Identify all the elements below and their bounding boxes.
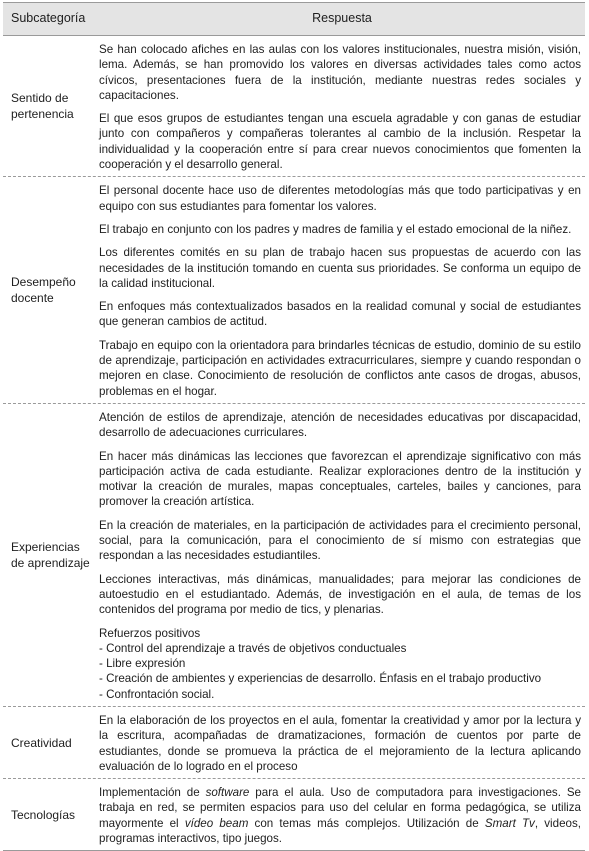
response-list-block <box>99 626 581 702</box>
category-label: Creatividad <box>11 735 72 750</box>
category-cell <box>3 404 91 706</box>
text-run: para el aula. Uso de computadora para investigaciones. Se trabaja en red, se permiten espacios para uso del celular en forma pedagógica, se utiliza mayormente el <box>99 786 581 830</box>
header-respuesta: Respuesta <box>312 11 372 25</box>
response-paragraph: Lecciones interactivas, más dinámicas, manualidades; para mejorar las condiciones de autoestudio en el estudiantado. Además, de investigación en el aula, de temas de los contenidos del programa por medio de tics, y plenarias. <box>99 572 581 617</box>
response-list <box>99 641 581 702</box>
list-item: - Confrontación social. <box>99 687 215 701</box>
italic-term: vídeo beam <box>184 816 249 830</box>
category-label: Tecnologías <box>11 807 76 822</box>
response-paragraph: El trabajo en conjunto con los padres y madres de familia y el estado emocional de la niñez. <box>99 222 572 236</box>
list-lead: Refuerzos positivos <box>99 626 201 640</box>
category-cell <box>3 707 91 778</box>
table-header <box>3 2 585 36</box>
response-paragraph: Trabajo en equipo con la orientadora para brindarles técnicas de estudio, dominio de su estilo de aprendizaje, participación en actividades extracurriculares, siempre y cuando respondan o mejoren en clase. Conocimiento de resolución de conflictos ante casos de drogas, abusos, problemas en el hogar. <box>99 338 581 398</box>
response-paragraph: En hacer más dinámicas las lecciones que favorezcan el aprendizaje significativo con más participación activa de cada estudiante. Realizar exploraciones dentro de la institución y motivar la creación de murales, mapas conceptuales, carteles, bailes y canciones, para promover la creación artística. <box>99 449 581 509</box>
table-row <box>3 779 585 851</box>
response-paragraph: Atención de estilos de aprendizaje, atención de necesidades educativas por discapacidad, desarrollo de adecuaciones curriculares. <box>99 410 581 440</box>
response-paragraph: En la creación de materiales, en la participación de actividades para el crecimiento personal, social, para la comunicación, para el conocimiento de sí mismo con estrategias que respondan a las necesidades estudiantiles. <box>99 518 581 563</box>
italic-term: software <box>205 786 250 800</box>
text-run: , videos, programas interactivos, tipo juegos. <box>99 816 581 846</box>
category-cell <box>3 779 91 850</box>
response-paragraph: El que esos grupos de estudiantes tengan una escuela agradable y con ganas de estudiar junto con compañeros y compañeras tolerantes al cambio de la inclusión. Respetar la individualidad y la cooperación entre sí para crear nuevos conocimientos que fomenten la cooperación y el desarrollo general. <box>99 112 581 172</box>
response-cell <box>91 404 585 706</box>
response-cell <box>91 707 585 778</box>
table-row <box>3 404 585 707</box>
list-item: - Control del aprendizaje a través de objetivos conductuales <box>99 641 407 655</box>
table-row <box>3 36 585 177</box>
table-row <box>3 707 585 779</box>
response-paragraph: El personal docente hace uso de diferentes metodologías más que todo participativas y en equipo con sus estudiantes para fomentar los valores. <box>99 184 581 213</box>
category-label: Desempeño docente <box>11 275 76 306</box>
header-subcategoria: Subcategoría <box>11 11 86 25</box>
category-cell <box>3 36 91 176</box>
text-run: Implementación de <box>99 786 206 800</box>
italic-term: Smart Tv <box>484 816 535 830</box>
response-paragraph: En la elaboración de los proyectos en el aula, fomentar la creatividad y amor por la lectura y la escritura, acompañadas de dramatizaciones, formación de cuentos por parte de estudiantes, donde se promueva la práctica de el mejoramiento de la lectura aplicando evaluación de lo logrado en el proceso <box>99 713 581 773</box>
category-label: Sentido de pertenencia <box>11 91 74 122</box>
category-cell <box>3 177 91 403</box>
category-label: Experiencias de aprendizaje <box>11 539 90 570</box>
response-paragraph: Se han colocado afiches en las aulas con los valores institucionales, nuestra misión, visión, lema. Además, se han promovido los valores en diversas actividades tales como actos cívicos, presentaciones fuera de la institución, mediante nuestras redes sociales y capacitaciones. <box>99 43 581 102</box>
response-cell <box>91 779 585 850</box>
response-cell <box>91 36 585 176</box>
text-run: con temas más complejos. Utilización de <box>248 816 485 830</box>
table-row <box>3 177 585 404</box>
response-paragraph: Los diferentes comités en su plan de trabajo hacen sus propuestas de acuerdo con las necesidades de la institución tomando en cuenta sus prioridades. Se conforma un equipo de la calidad institucional. <box>99 246 581 290</box>
response-paragraph: En enfoques más contextualizados basados en la realidad comunal y social de estudiantes que generan cambios de actitud. <box>99 300 581 329</box>
list-item: - Creación de ambientes y experiencias de desarrollo. Énfasis en el trabajo productivo <box>99 672 542 686</box>
list-item: - Libre expresión <box>99 657 186 671</box>
response-cell <box>91 177 585 403</box>
response-paragraph <box>99 785 581 846</box>
responses-table <box>3 2 585 851</box>
